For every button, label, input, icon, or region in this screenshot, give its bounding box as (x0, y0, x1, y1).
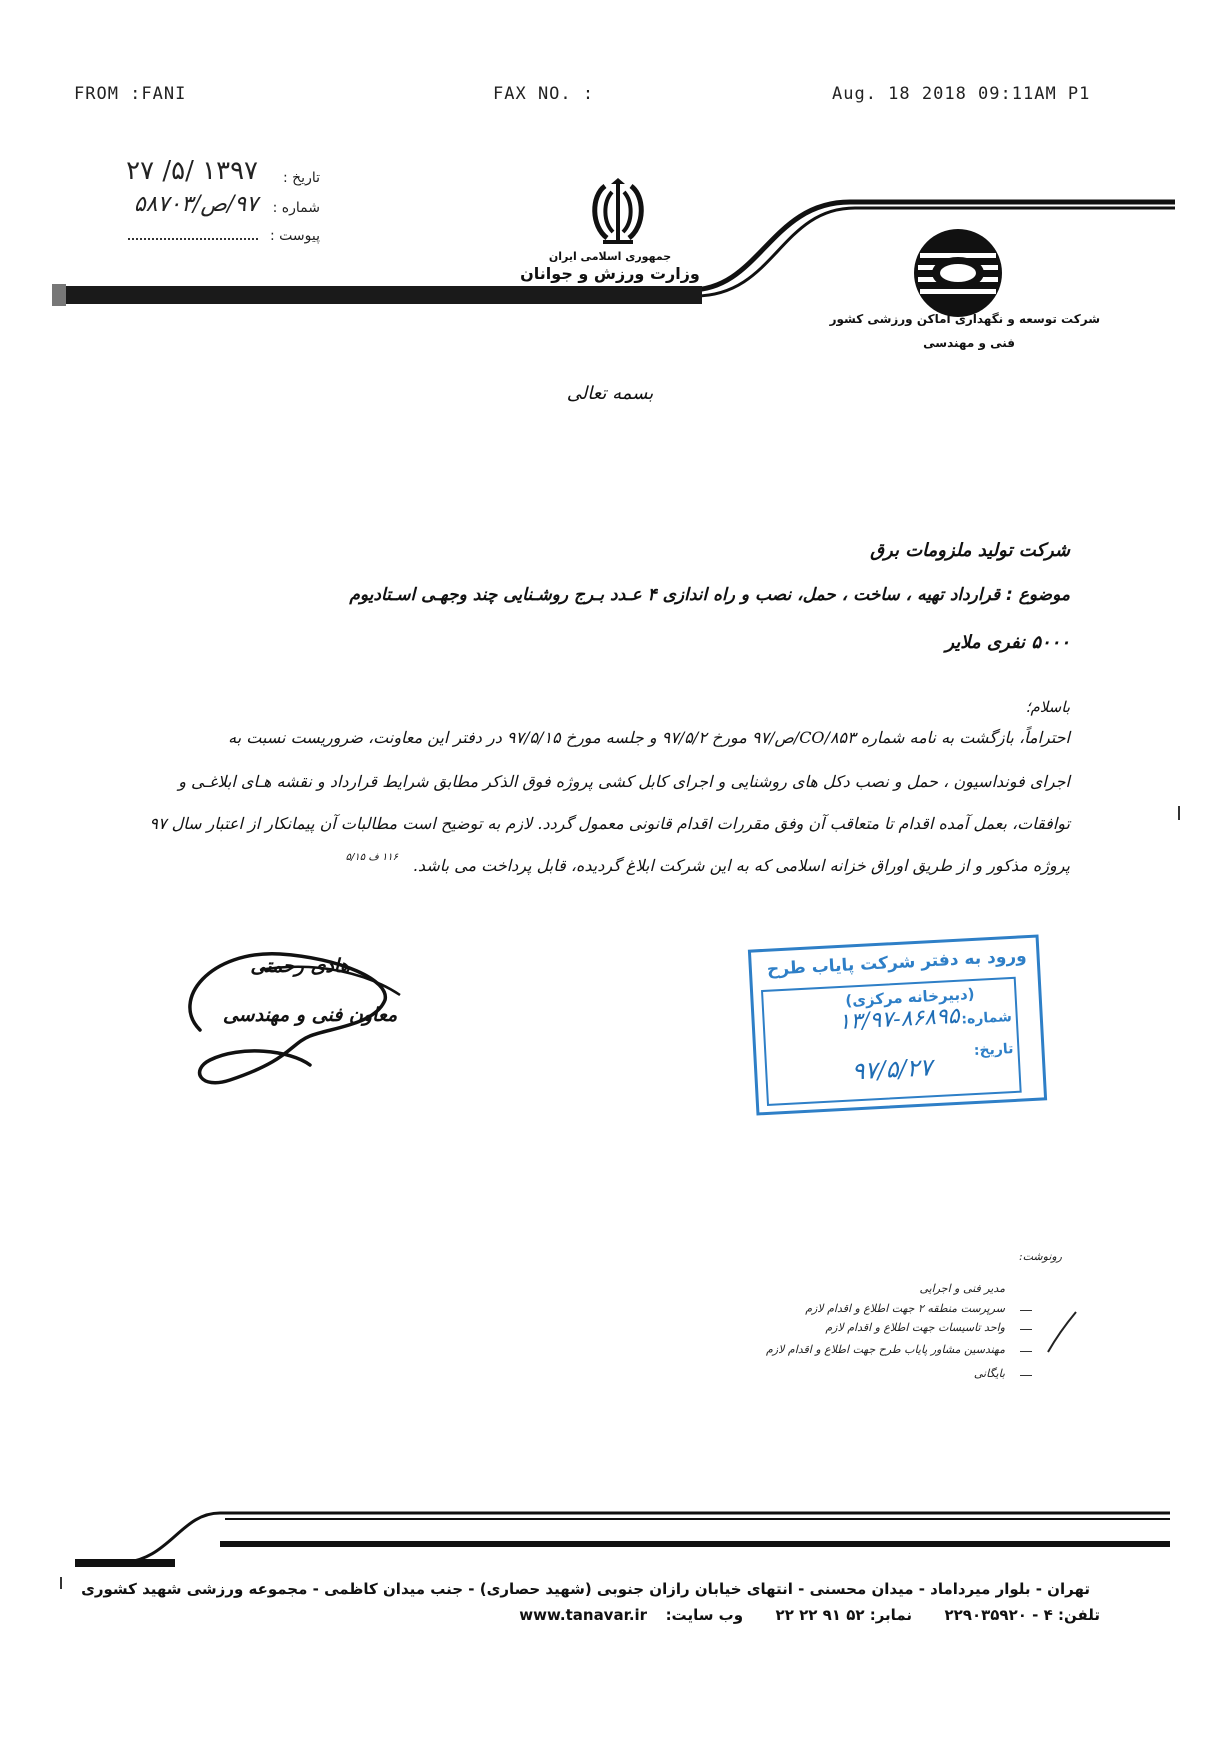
subject-line1: موضوع : قرارداد تهیه ، ساخت ، حمل، نصب و راه اندازی ۴ عـدد بـرج روشـنایی چند وجهـی اسـتادیوم (349, 585, 1070, 605)
body-note: ۱۱۶ ف ۵/۱۵ (345, 852, 398, 863)
footer-fax: نمابر: ۵۲ ۹۱ ۲۲ ۲۲ (775, 1606, 913, 1624)
stamp-line1: ورود به دفتر شرکت پایاب طرح (766, 946, 1028, 980)
header-swoosh (0, 190, 1228, 320)
signature-title: معاون فنی و مهندسی (222, 1004, 398, 1026)
company-logo-icon (910, 225, 1006, 321)
cc-dash (1020, 1351, 1032, 1352)
footer-contacts (360, 1606, 1100, 1628)
margin-tick (1178, 806, 1180, 820)
ministry-line1: جمهوری اسلامی ایران (548, 250, 672, 263)
stamp-line2: (دبیرخانه مرکزی) (844, 984, 975, 1010)
stamp-date-value: ۹۷/۵/۲۷ (851, 1053, 933, 1086)
cc-dash (1020, 1375, 1032, 1376)
footer-swoosh (0, 1505, 1228, 1575)
footer-website[interactable]: www.tanavar.ir (519, 1606, 648, 1624)
footer-website-label: وب سایت: (665, 1606, 744, 1624)
cc-label: رونوشت: (1018, 1250, 1062, 1263)
number-value: ۹۷/ص/۵۸۷۰۳ (133, 192, 258, 217)
number-label: شماره : (272, 200, 320, 216)
signature-name: هادی رحمتی (250, 955, 350, 977)
company-line2: فنی و مهندسی (923, 336, 1015, 350)
greeting: باسلام؛ (1025, 698, 1070, 716)
footer-address: تهران - بلوار میرداماد - میدان محسنی - انتهای خیابان رازان جنوبی (شهید حصاری) - جنب میدان کاظمی - مجموعه ورزشی شهید کشوری (81, 1580, 1090, 1598)
attachment-label: پیوست : (270, 228, 320, 244)
footer-phone: تلفن: ۴ - ۲۲۹۰۳۵۹۲۰ (944, 1606, 1100, 1624)
invocation: بسمه تعالی (566, 383, 654, 404)
date-label: تاریخ : (282, 170, 320, 186)
body-line: توافقات، بعمل آمده اقدام تا متعاقب آن وفق مقررات اقدام قانونی معمول گردد. لازم به توضیح است مطالبات آن پیمانکار از اعتبار سال ۹۷ (149, 814, 1070, 833)
cc-item: مهندسین مشاور پایاب طرح جهت اطلاع و اقدام لازم (766, 1343, 1005, 1356)
fax-datetime: Aug. 18 2018 09:11AM P1 (832, 84, 1091, 104)
cc-dash (1020, 1329, 1032, 1330)
stamp-number-value: ۱۳/۹۷-۸۶۸۹۵ (837, 1003, 961, 1036)
cc-item: بایگانی (973, 1367, 1005, 1380)
cc-checkmark (1042, 1308, 1082, 1358)
cc-dash (1020, 1310, 1032, 1311)
received-stamp (748, 934, 1047, 1115)
footer-tick (60, 1577, 62, 1589)
cc-item: مدیر فنی و اجرایی (919, 1282, 1005, 1295)
company-line1: شرکت توسعه و نگهداری اماکن ورزشی کشور (829, 312, 1100, 326)
cc-item: واحد تاسیسات جهت اطلاع و اقدام لازم (825, 1321, 1005, 1334)
fax-number: FAX NO. : (493, 84, 595, 104)
date-value: ۱۳۹۷ /۵/ ۲۷ (126, 156, 258, 186)
body-line: اجرای فونداسیون ، حمل و نصب دکل های روشنایی و اجرای کابل کشی پروژه فوق الذکر مطابق شرایط قرارداد و نقشه هـای ابلاغـی و (178, 772, 1070, 791)
subject-line2: ۵۰۰۰ نفری ملایر (945, 632, 1070, 653)
cc-item: سرپرست منطقه ۲ جهت اطلاع و اقدام لازم (805, 1302, 1005, 1315)
fax-from: FROM :FANI (74, 84, 187, 104)
stamp-inner-box (761, 977, 1022, 1106)
recipient: شرکت تولید ملزومات برق (870, 540, 1070, 561)
stamp-date-label: تاریخ: (973, 1040, 1014, 1060)
body-line: احتراماً، بازگشت به نامه شماره CO/۸۵۳/ص/۹۷ مورخ ۹۷/۵/۲ و جلسه مورخ ۹۷/۵/۱۵ در دفتر این معاونت، ضروریست نسبت به (228, 728, 1070, 747)
body-line: پروژه مذکور و از طریق اوراق خزانه اسلامی که به این شرکت ابلاغ گردیده، قابل پرداخت می باشد. (412, 856, 1070, 875)
stamp-number-label: شماره: (961, 1009, 1013, 1028)
ministry-line2: وزارت ورزش و جوانان (520, 264, 700, 283)
